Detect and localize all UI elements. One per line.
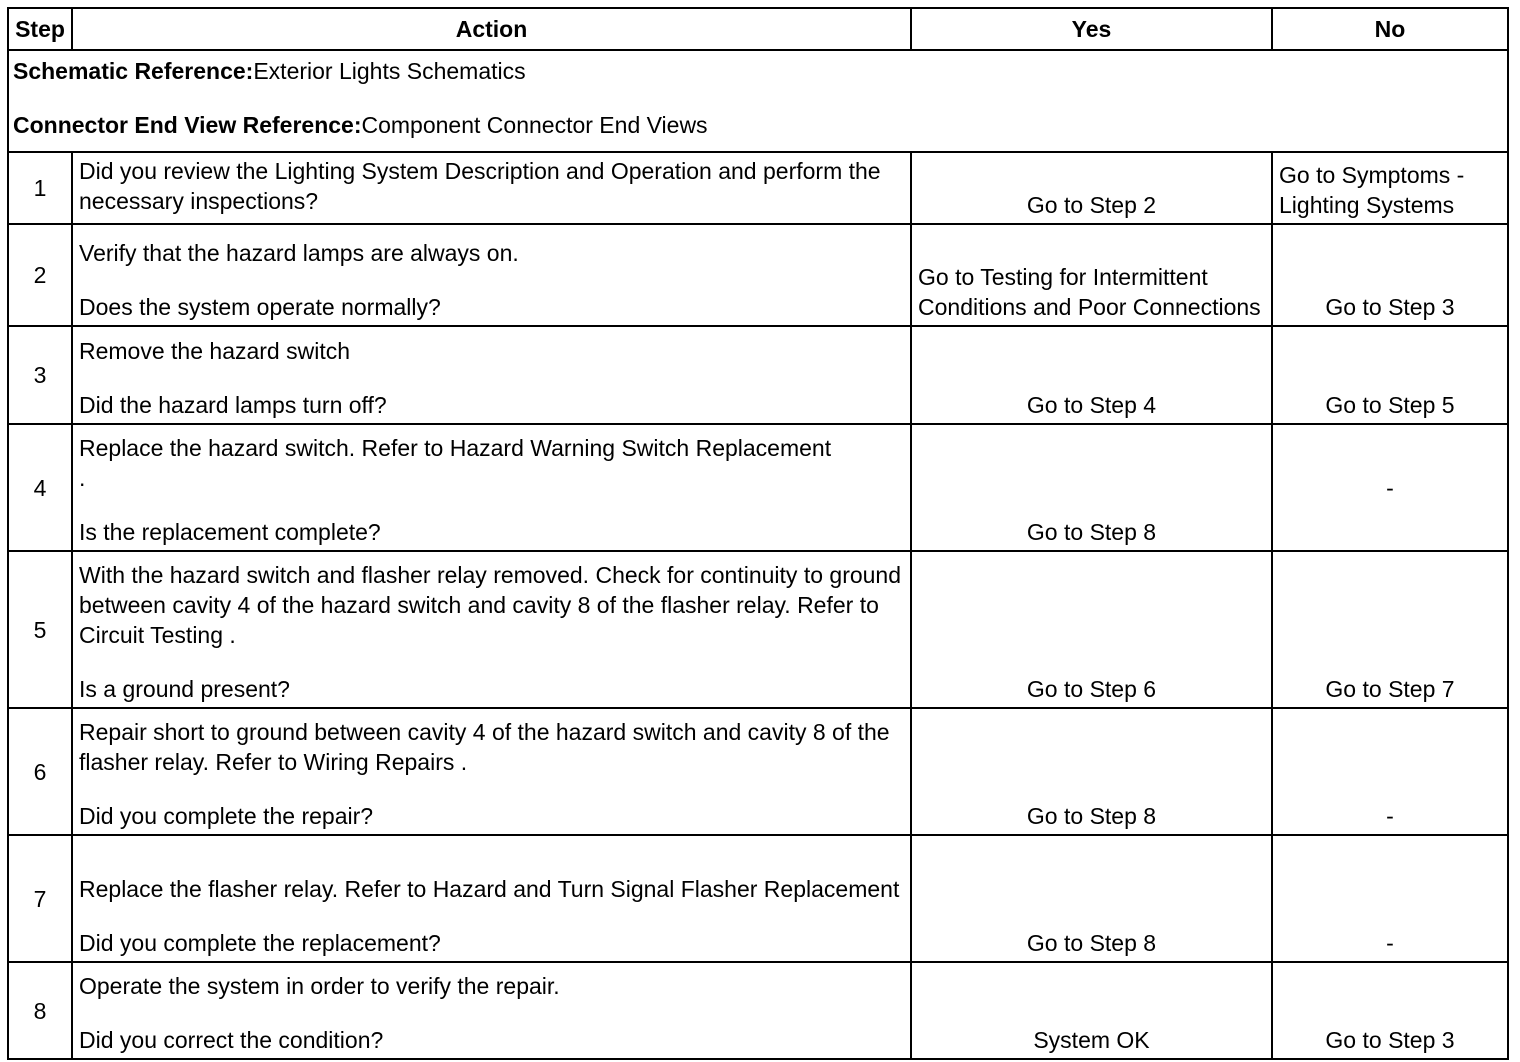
no-cell[interactable]: Go to Step 3 bbox=[1272, 962, 1508, 1059]
yes-cell[interactable]: Go to Testing for Intermittent Conditions and Poor Connections bbox=[911, 224, 1272, 326]
action-question: Is the replacement complete? bbox=[79, 519, 381, 545]
action-question: Did the hazard lamps turn off? bbox=[79, 392, 387, 418]
connector-reference-link[interactable]: Component Connector End Views bbox=[361, 112, 708, 138]
table-row bbox=[8, 708, 1508, 835]
no-cell[interactable]: Go to Step 3 bbox=[1272, 224, 1508, 326]
no-cell: - bbox=[1272, 835, 1508, 962]
step-number: 3 bbox=[8, 326, 72, 424]
step-number: 8 bbox=[8, 962, 72, 1059]
no-cell: - bbox=[1272, 424, 1508, 551]
header-step: Step bbox=[8, 8, 72, 50]
table-row bbox=[8, 326, 1508, 424]
header-action: Action bbox=[72, 8, 911, 50]
schematic-reference-link[interactable]: Exterior Lights Schematics bbox=[253, 58, 526, 84]
header-yes: Yes bbox=[911, 8, 1272, 50]
action-question: Does the system operate normally? bbox=[79, 294, 441, 320]
header-no: No bbox=[1272, 8, 1508, 50]
step-number: 6 bbox=[8, 708, 72, 835]
step-number: 1 bbox=[8, 152, 72, 224]
no-cell[interactable]: Go to Symptoms - Lighting Systems bbox=[1272, 152, 1508, 224]
no-cell: - bbox=[1272, 708, 1508, 835]
yes-cell[interactable]: Go to Step 8 bbox=[911, 708, 1272, 835]
no-cell[interactable]: Go to Step 5 bbox=[1272, 326, 1508, 424]
action-question: Did you correct the condition? bbox=[79, 1027, 384, 1053]
action-text: Repair short to ground between cavity 4 of the hazard switch and cavity 8 of the flasher relay. Refer to Wiring Repairs . bbox=[79, 719, 890, 775]
action-cell bbox=[72, 708, 911, 835]
action-text: Verify that the hazard lamps are always on. bbox=[79, 240, 519, 266]
no-cell[interactable]: Go to Step 7 bbox=[1272, 551, 1508, 708]
action-question: Is a ground present? bbox=[79, 676, 290, 702]
yes-cell[interactable]: Go to Step 8 bbox=[911, 424, 1272, 551]
action-text: Replace the flasher relay. Refer to Hazard and Turn Signal Flasher Replacement bbox=[79, 876, 900, 902]
action-text: With the hazard switch and flasher relay removed. Check for continuity to ground between cavity 4 of the hazard switch and cavity 8 of the flasher relay. Refer to Circuit Testing . bbox=[79, 562, 902, 648]
action-cell bbox=[72, 326, 911, 424]
yes-cell: System OK bbox=[911, 962, 1272, 1059]
step-number: 7 bbox=[8, 835, 72, 962]
action-cell bbox=[72, 424, 911, 551]
action-cell bbox=[72, 835, 911, 962]
action-text-continued: . bbox=[79, 465, 86, 491]
reference-cell bbox=[8, 50, 1508, 152]
action-cell bbox=[72, 152, 911, 224]
step-number: 4 bbox=[8, 424, 72, 551]
yes-cell[interactable]: Go to Step 8 bbox=[911, 835, 1272, 962]
action-cell bbox=[72, 551, 911, 708]
action-text: Operate the system in order to verify the repair. bbox=[79, 973, 560, 999]
action-text: Replace the hazard switch. Refer to Hazard Warning Switch Replacement bbox=[79, 435, 832, 461]
diagnostic-table bbox=[7, 7, 1509, 1060]
action-cell bbox=[72, 962, 911, 1059]
table-row bbox=[8, 551, 1508, 708]
action-text: Did you review the Lighting System Description and Operation and perform the necessary inspections? bbox=[79, 158, 881, 214]
yes-cell[interactable]: Go to Step 4 bbox=[911, 326, 1272, 424]
table-row bbox=[8, 835, 1508, 962]
action-question: Did you complete the replacement? bbox=[79, 930, 441, 956]
connector-reference: Connector End View Reference:Component Connector End Views bbox=[13, 112, 708, 138]
table-row bbox=[8, 152, 1508, 224]
step-number: 5 bbox=[8, 551, 72, 708]
action-text: Remove the hazard switch bbox=[79, 338, 351, 364]
yes-cell[interactable]: Go to Step 2 bbox=[911, 152, 1272, 224]
yes-cell[interactable]: Go to Step 6 bbox=[911, 551, 1272, 708]
action-question: Did you complete the repair? bbox=[79, 803, 374, 829]
action-cell bbox=[72, 224, 911, 326]
reference-row bbox=[8, 50, 1508, 152]
table-row bbox=[8, 424, 1508, 551]
header-row bbox=[8, 8, 1508, 50]
table-row bbox=[8, 224, 1508, 326]
step-number: 2 bbox=[8, 224, 72, 326]
table-row bbox=[8, 962, 1508, 1059]
schematic-reference: Schematic Reference:Exterior Lights Schematics bbox=[13, 58, 526, 84]
